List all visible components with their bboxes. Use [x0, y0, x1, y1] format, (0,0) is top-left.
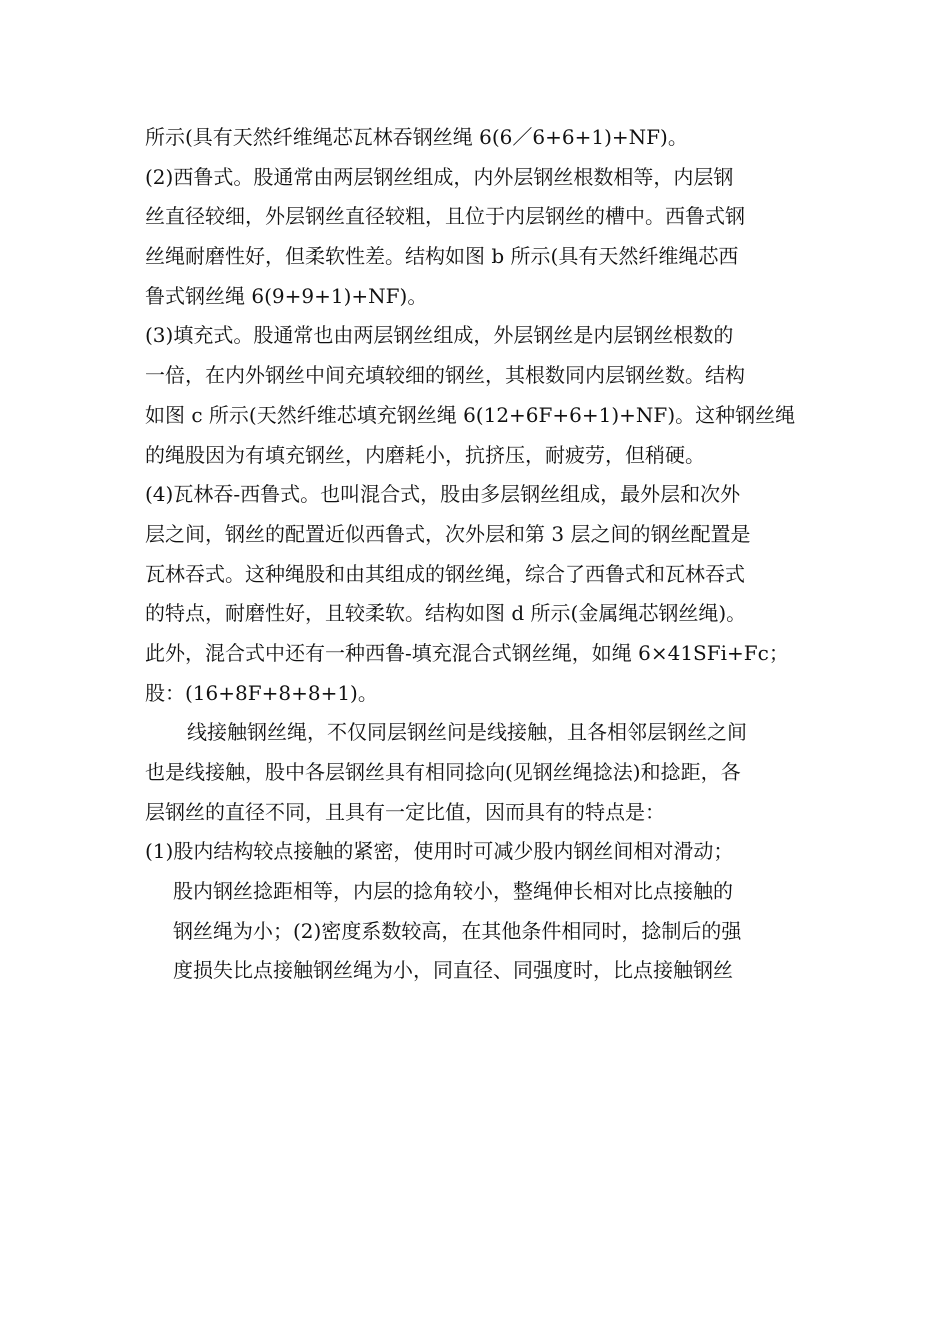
- text-line: (3)填充式。股通常也由两层钢丝组成，外层钢丝是内层钢丝根数的: [145, 323, 734, 348]
- text-line: 层钢丝的直径不同，且具有一定比值，因而具有的特点是：: [145, 799, 665, 824]
- text-line: 也是线接触，股中各层钢丝具有相同捻向(见钢丝绳捻法)和捻距，各: [145, 760, 741, 784]
- body-text: [145, 118, 810, 991]
- text-line: 如图 c 所示(天然纤维芯填充钢丝绳 6(12+6F+6+1)+NF)。这种钢丝绳: [145, 402, 796, 427]
- text-line: 鲁式钢丝绳 6(9+9+1)+NF)。: [145, 283, 428, 308]
- text-line: 此外，混合式中还有一种西鲁-填充混合式钢丝绳，如绳 6×41SFi+Fc；: [145, 640, 789, 665]
- text-line: 所示(具有天然纤维绳芯瓦林吞钢丝绳 6(6／6+6+1)+NF)。: [145, 125, 688, 149]
- text-line: 股：(16+8F+8+8+1)。: [145, 680, 378, 705]
- text-line: 线接触钢丝绳，不仅同层钢丝问是线接触，且各相邻层钢丝之间: [187, 720, 747, 745]
- text-line: 钢丝绳为小；(2)密度系数较高，在其他条件相同时，捻制后的强: [173, 918, 742, 943]
- text-line: (4)瓦林吞-西鲁式。也叫混合式，股由多层钢丝组成，最外层和次外: [145, 482, 741, 507]
- text-line: 度损失比点接触钢丝绳为小，同直径、同强度时，比点接触钢丝: [173, 958, 733, 983]
- text-line: 丝直径较细，外层钢丝直径较粗，且位于内层钢丝的槽中。西鲁式钢: [145, 204, 745, 229]
- text-line: 丝绳耐磨性好，但柔软性差。结构如图 b 所示(具有天然纤维绳芯西: [145, 244, 739, 269]
- text-line: (1)股内结构较点接触的紧密，使用时可减少股内钢丝间相对滑动；: [145, 839, 734, 864]
- text-line: 层之间，钢丝的配置近似西鲁式，次外层和第 3 层之间的钢丝配置是: [145, 521, 751, 546]
- text-line: 的特点，耐磨性好，且较柔软。结构如图 d 所示(金属绳芯钢丝绳)。: [145, 601, 747, 626]
- text-line: 瓦林吞式。这种绳股和由其组成的钢丝绳，综合了西鲁式和瓦林吞式: [145, 561, 745, 586]
- text-line: (2)西鲁式。股通常由两层钢丝组成，内外层钢丝根数相等，内层钢: [145, 164, 734, 189]
- text-line: 的绳股因为有填充钢丝，内磨耗小，抗挤压，耐疲劳，但稍硬。: [145, 442, 705, 467]
- text-line: 一倍，在内外钢丝中间充填较细的钢丝，其根数同内层钢丝数。结构: [145, 363, 745, 388]
- text-line: 股内钢丝捻距相等，内层的捻角较小，整绳伸长相对比点接触的: [173, 879, 733, 904]
